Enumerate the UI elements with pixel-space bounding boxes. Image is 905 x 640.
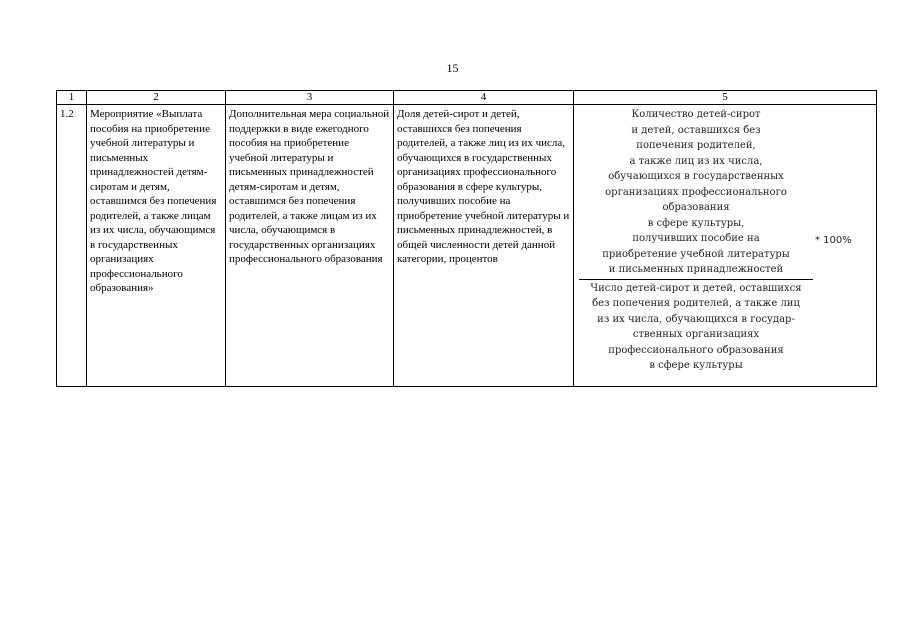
- indicator-cell: Доля детей-сирот и детей, оставшихся без попечения родителей, а также лиц из их числа, обучающихся в государственных организациях профессионального образования в сфере культуры, получивших пособие на приобретение учебной литературы и письменных принадлежностей, в общей численности детей данной категории, процентов: [394, 105, 574, 387]
- header-col-5: 5: [574, 91, 877, 105]
- support-measure-cell: Дополнительная мера социальной поддержки в виде ежегодного пособия на приобретение учебной литературы и письменных принадлежностей детям-сиротам и детям, оставшимся без попечения родителей, а также лицам из их числа, обучающимся в государственных организациях профессионального образования: [226, 105, 394, 387]
- formula-cell: [574, 105, 877, 387]
- denominator-line: в сфере культуры: [649, 360, 743, 372]
- numerator-line: Количество детей-сирот: [631, 109, 761, 121]
- indicator-table: [56, 90, 877, 387]
- denominator-line: профессионального образования: [608, 344, 784, 356]
- numerator-line: а также лиц из их числа,: [629, 155, 763, 167]
- header-col-3: 3: [226, 91, 394, 105]
- numerator-line: и письменных принадлежностей: [608, 264, 784, 276]
- formula-multiplier: * 100%: [815, 234, 852, 246]
- numerator-line: и детей, оставшихся без: [631, 124, 761, 136]
- header-col-2: 2: [87, 91, 226, 105]
- denominator-line: ственных организациях: [632, 329, 760, 341]
- denominator-line: Число детей-сирот и детей, оставшихся: [590, 282, 802, 294]
- numerator-line: получивших пособие на: [632, 233, 760, 245]
- denominator-line: из их числа, обучающихся в государ-: [597, 313, 795, 325]
- denominator-line: без попечения родителей, а также лиц: [592, 298, 800, 310]
- table-header-row: [57, 91, 877, 105]
- header-col-1: 1: [57, 91, 87, 105]
- numerator-line: приобретение учебной литературы: [602, 248, 790, 260]
- formula-denominator: [579, 280, 813, 374]
- numerator-line: попечения родителей,: [636, 140, 756, 152]
- page-number: 15: [446, 61, 459, 75]
- formula: [577, 107, 873, 374]
- formula-numerator: [579, 107, 813, 280]
- event-name-cell: Мероприятие «Выплата пособия на приобретение учебной литературы и письменных принадлежностей детям-сиротам и детям, оставшимся без попечения родителей, а также лицам из их числа, обучающимся в государственных организациях профессионального образования»: [87, 105, 226, 387]
- numerator-line: в сфере культуры,: [647, 217, 745, 229]
- table-row: [57, 105, 877, 387]
- row-number: 1.2: [57, 105, 87, 387]
- numerator-line: организациях профессионального: [605, 186, 787, 198]
- header-col-4: 4: [394, 91, 574, 105]
- formula-fraction: [579, 107, 813, 374]
- numerator-line: обучающихся в государственных: [608, 171, 784, 183]
- numerator-line: образования: [662, 202, 730, 214]
